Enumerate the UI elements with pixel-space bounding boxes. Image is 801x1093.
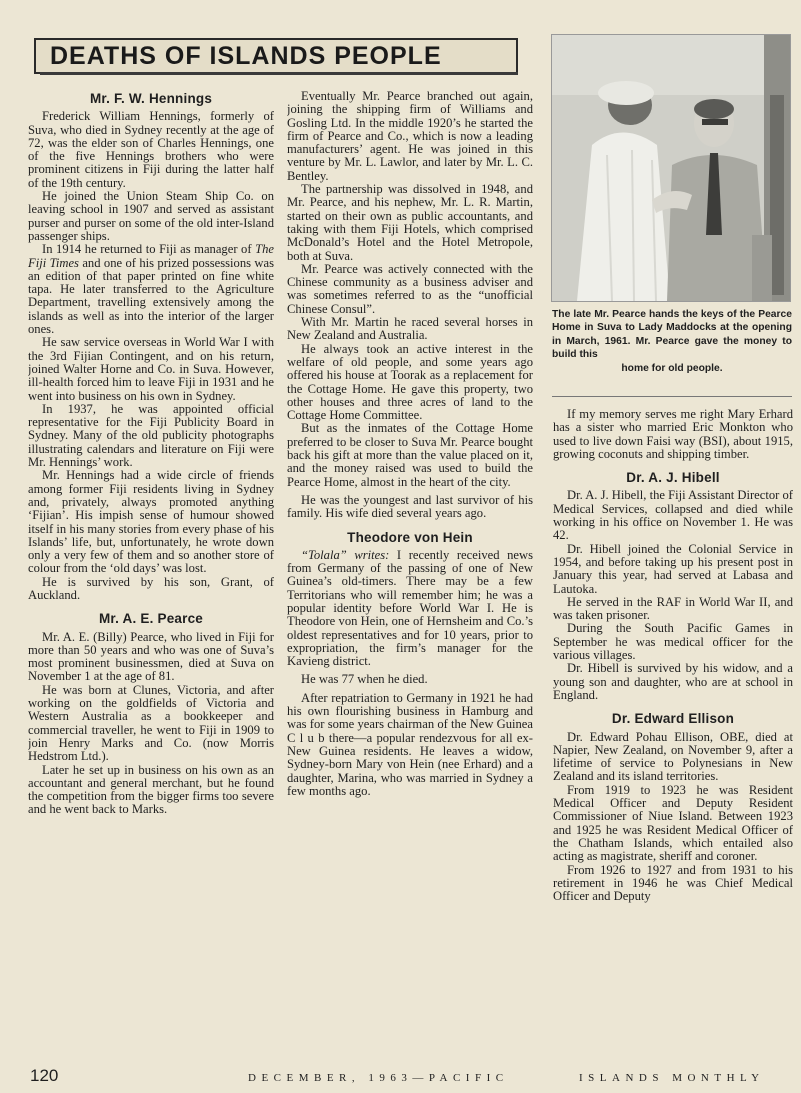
page-number: 120 (30, 1066, 59, 1085)
footer-issue-date: DECEMBER, 1963—PACIFIC (248, 1072, 509, 1084)
paragraph: He is survived by his son, Grant, of Auckland. (28, 574, 274, 602)
column-1 (28, 92, 274, 817)
paragraph: With Mr. Martin he raced several horses in New Zealand and Australia. (287, 315, 533, 343)
paragraph: Dr. Hibell joined the Colonial Service in 1954, and before taking up his present post in January this year, had served at Labasa and Lautoka. (553, 541, 793, 596)
paragraph: Mr. A. E. (Billy) Pearce, who lived in Fiji for more than 50 years and who was one of Suva’s most prominent businessmen, died at Suva on November 1 at the age of 81. (28, 629, 274, 684)
caption-text-last-line: home for old people. (621, 362, 723, 374)
banner-underline (40, 72, 518, 75)
paragraph: He saw service overseas in World War I with the 3rd Fijian Contingent, and on his return, joined Walter Horne and Co. in Suva. However, ill-health forced him to leave Fiji in 1931 and he went into business on his own in Sydney. (28, 335, 274, 403)
paragraph: From 1926 to 1927 and from 1931 to his retirement in 1946 he was Chief Medical Officer and Deputy (553, 862, 793, 904)
photo-illustration (552, 35, 790, 301)
paragraph: Eventually Mr. Pearce branched out again, joining the shipping firm of Williams and Gosling Ltd. In the middle 1920’s he started the firm of Pearce and Co., which is now a leading manufacturers’ agent. He was joined in this venture by Mr. L. Lawlor, and later by Mr. L. C. Bentley. (287, 90, 533, 183)
caption-text: The late Mr. Pearce hands the keys of the Pearce Home in Suva to Lady Maddocks at the opening in March, 1961. Mr. Pearce gave the money to build this (552, 309, 792, 361)
section-title: DEATHS OF ISLANDS PEOPLE (50, 41, 442, 70)
paragraph: From 1919 to 1923 he was Resident Medical Officer and Deputy Resident Commissioner of Niue Island. Between 1923 and 1925 he was Resident Medical Officer of the Chatham Islands, which entailed also acting as magistrate, sheriff and coroner. (553, 782, 793, 864)
column-2 (287, 90, 533, 798)
section-banner (34, 38, 518, 74)
column-divider-rule (552, 396, 792, 397)
text-run: and one of his prized possessions was an edition of that paper printed on fine white tapa. He later transferred to the Agriculture Department, travelling extensively among the islands as well as into the interior of the larger ones. (28, 255, 274, 337)
paragraph: Dr. A. J. Hibell, the Fiji Assistant Director of Medical Services, collapsed and died while working in his office on November 1. He was 42. (553, 488, 793, 543)
paragraph: He was 77 when he died. (301, 672, 428, 687)
paragraph: He was the youngest and last survivor of his family. His wife died several years ago. (287, 492, 533, 521)
paragraph: He joined the Union Steam Ship Co. on leaving school in 1907 and served as assistant purser and purser on some of the old inter-Island passenger ships. (28, 189, 274, 243)
paragraph: During the South Pacific Games in September he was medical officer for the various villages. (553, 621, 793, 663)
obituary-heading-pearce: Mr. A. E. Pearce (98, 611, 203, 627)
paragraph (28, 243, 274, 336)
paragraph: Later he set up in business on his own as an accountant and general merchant, but he found the competition from the bigger firms too severe and he went back to Marks. (28, 762, 274, 817)
paragraph (287, 549, 533, 669)
paragraph: Frederick William Hennings, formerly of Suva, who died in Sydney recently at the age of 72, was the elder son of Charles Hennings, one of the five Hennings brothers who were prominent citizens in Fiji during the latter half of the 19th century. (28, 109, 274, 190)
paragraph: After repatriation to Germany in 1921 he had his own flourishing business in Hamburg and was for some years chairman of the New Guinea C l u b there—a popular rendezvous for all ex-New Guinea residents. He leaves a widow, Sydney-born Mary von Hein (nee Erhard) and a daughter, Marina, who was married in Sydney a few months ago. (287, 690, 533, 798)
paragraph: But as the inmates of the Cottage Home preferred to be closer to Suva Mr. Pearce bought back his gift at more than the value placed on it, and the money raised was used to build the Pearce Home, almost in the heart of the city. (287, 421, 533, 489)
text-run: I recently received news from Germany of the passing of one of New Guinea’s old-timers. There may be a few Territorians who will remember him; he was a popular identity before World War I. He is Theodore von Hein, one of Hernsheim and Co.’s oldest representatives and for 10 years, prior to expropriation, the firm’s manager for the Kavieng district. (287, 547, 533, 669)
paragraph: Dr. Hibell is survived by his widow, and a young son and daughter, who are at school in England. (553, 661, 793, 702)
paragraph: Dr. Edward Pohau Ellison, OBE, died at Napier, New Zealand, on November 9, after a lifetime of service to Polynesians in New Zealand and its island territories. (553, 729, 793, 784)
paragraph: If my memory serves me right Mary Erhard has a sister who married Eric Monkton who used to live down Faisi way (BSI), about 1915, growing coconuts and shipping timber. (553, 408, 793, 461)
byline: “Tolala” writes: (301, 547, 390, 562)
newspaper-title: The Fiji Times (28, 242, 274, 270)
paragraph: He always took an active interest in the welfare of old people, and some years ago offered his house at Toorak as a replacement for the Cottage Home. He gave this property, two other houses and three acres of land to the Cottage Home Committee. (287, 341, 533, 423)
paragraph: The partnership was dissolved in 1948, and Mr. Pearce, and his nephew, Mr. L. R. Martin, started on their own as public accountants, and taking with them Fiji Hotels, which comprised McDonald’s Hotel and the Hotel Metropole, both at Suva. (287, 182, 533, 263)
column-3 (553, 408, 793, 903)
text-run: In 1914 he returned to Fiji as manager of (42, 242, 256, 257)
paragraph: He served in the RAF in World War II, and was taken prisoner. (553, 594, 793, 623)
obituary-heading-hennings: Mr. F. W. Hennings (89, 92, 213, 106)
photograph-pearce-home-opening (551, 34, 791, 302)
paragraph: Mr. Hennings had a wide circle of friends among former Fiji residents living in Sydney and, privately, always promoted anything ‘Fijian’. His impish sense of humour showed itself in his many stories from every phase of his Islands’ life, but, unfortunately, he wrote down only a very few of them and so another store of colour from the ‘old days’ was lost. (28, 468, 274, 576)
obituary-heading-von-hein: Theodore von Hein (347, 529, 473, 545)
paragraph: He was born at Clunes, Victoria, and after working on the goldfields of Victoria and Western Australia as a bookkeeper and commercial traveller, he went to Fiji in 1909 to join Henry Marks and Co. (now Morris Hedstrom Ltd.). (28, 682, 274, 764)
obituary-heading-ellison: Dr. Edward Ellison (611, 711, 735, 727)
photo-caption (552, 308, 792, 375)
footer-publication: ISLANDS MONTHLY (579, 1072, 765, 1084)
obituary-heading-hibell: Dr. A. J. Hibell (626, 470, 720, 486)
paragraph: In 1937, he was appointed official representative for the Fiji Publicity Board in Sydney. Many of the old publicity photographs illustrating calendars and literature on Fiji were Mr. Hennings’ work. (28, 401, 274, 470)
paragraph: Mr. Pearce was actively connected with the Chinese community as a business adviser and was sometimes referred to as the “unofficial Chinese Consul”. (287, 261, 533, 316)
